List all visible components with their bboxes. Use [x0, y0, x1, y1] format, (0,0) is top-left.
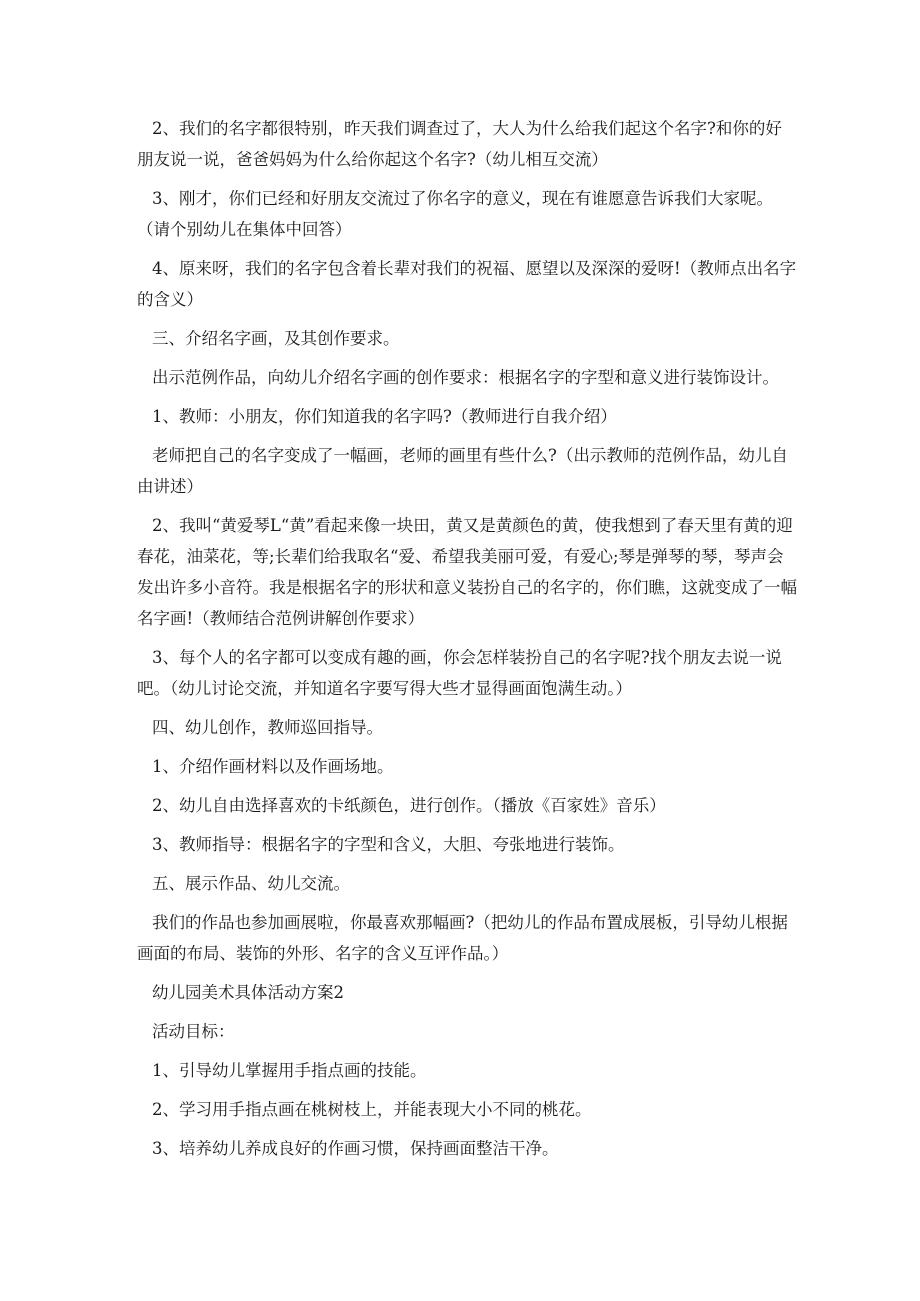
activity-goals-heading: 活动目标： [152, 1022, 235, 1041]
paragraph-exhibition: 我们的作品也参加画展啦，你最喜欢那幅画?（把幼儿的作品布置成展板，引导幼儿根据画面的布局、装饰的外形、名字的含义互评作品。） [137, 913, 788, 963]
paragraph-show-example: 出示范例作品，向幼儿介绍名字画的创作要求：根据名字的字型和意义进行装饰设计。 [152, 368, 779, 387]
goal-item-2: 2、学习用手指点画在桃树枝上，并能表现大小不同的桃花。 [152, 1100, 592, 1119]
paragraph-materials: 1、介绍作画材料以及作画场地。 [152, 757, 394, 776]
paragraph-step-2-names: 2、我们的名字都很特别，昨天我们调查过了，大人为什么给我们起这个名字?和你的好朋友说一说，爸爸妈妈为什么给你起这个名字?（幼儿相互交流） [137, 119, 782, 169]
paragraph-name-explanation: 2、我叫“黄爱琴L“黄”看起来像一块田，黄又是黄颜色的黄，使我想到了春天里有黄的迎春花，油菜花，等;长辈们给我取名“爱、希望我美丽可爱，有爱心;琴是弹琴的琴，琴声会发出许多小音符。我是根据名字的形状和意义装扮自己的名字的，你们瞧，这就变成了一幅名字画!（教师结合范例讲解创作要求） [137, 516, 797, 628]
paragraph-decorate-name: 3、每个人的名字都可以变成有趣的画，你会怎样装扮自己的名字呢?找个朋友去说一说吧。（幼儿讨论交流，并知道名字要写得大些才显得画面饱满生动。） [137, 648, 782, 698]
section-heading-4: 四、幼儿创作，教师巡回指导。 [152, 718, 383, 737]
paragraph-teacher-intro: 1、教师：小朋友，你们知道我的名字吗?（教师进行自我介绍） [152, 407, 617, 426]
paragraph-step-4-meaning: 4、原来呀，我们的名字包含着长辈对我们的祝福、愿望以及深深的爱呀!（教师点出名字的含义） [137, 259, 797, 309]
goal-item-3: 3、培养幼儿养成良好的作画习惯，保持画面整洁干净。 [152, 1139, 559, 1158]
section-heading-3: 三、介绍名字画，及其创作要求。 [152, 329, 400, 348]
plan-title-2: 幼儿园美术具体活动方案2 [152, 983, 344, 1002]
document-body [137, 113, 797, 1172]
paragraph-teacher-drawing: 老师把自己的名字变成了一幅画，老师的画里有些什么?（出示教师的范例作品，幼儿自由讲述） [137, 446, 788, 496]
goal-item-1: 1、引导幼儿掌握用手指点画的技能。 [152, 1061, 427, 1080]
section-heading-5: 五、展示作品、幼儿交流。 [152, 874, 350, 893]
paragraph-step-3-share: 3、刚才，你们已经和好朋友交流过了你名字的意义，现在有谁愿意告诉我们大家呢。（请个别幼儿在集体中回答） [137, 189, 773, 239]
paragraph-free-choice: 2、幼儿自由选择喜欢的卡纸颜色，进行创作。（播放《百家姓》音乐） [152, 796, 666, 815]
paragraph-teacher-guidance: 3、教师指导：根据名字的字型和含义，大胆、夸张地进行装饰。 [152, 835, 625, 854]
